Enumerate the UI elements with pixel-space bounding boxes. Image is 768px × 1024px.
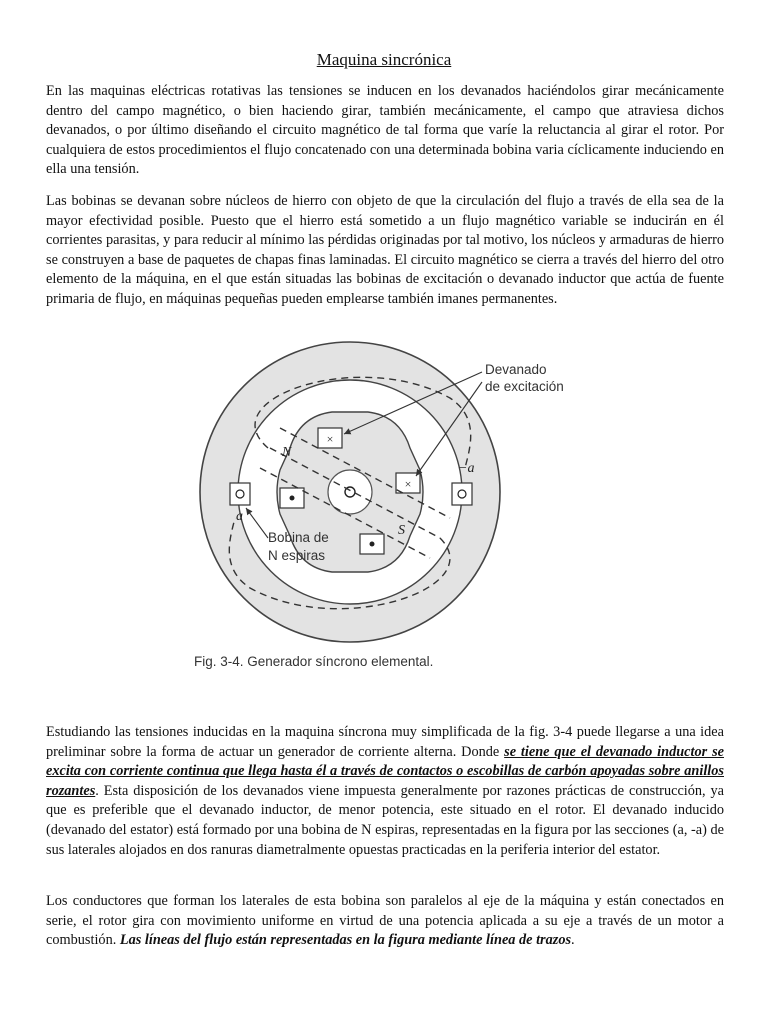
page-title: Maquina sincrónica (316, 50, 452, 69)
paragraph-analysis-text-1: Estudiando las tensiones inducidas en la maquina síncrona muy simplificada de la fig. 3-4 puede llegarse a una idea preliminar sobre la forma de actuar un generador de corriente alterna. Donde (46, 724, 724, 760)
paragraph-analysis-text-2: . Esta disposición de los devanados viene impuesta generalmente por razones prácticas de construcción, ya que es preferible que el devanado inductor, de menor potencia, este situado en el rotor. El devanado inducido (devanado del estator) está formado por una bobina de N espiras, representadas en la figura por las secciones (a, -a) de sus laterales alojados en dos ranuras diametralmente opuestas practicadas en la periferia interior del estator. (46, 782, 724, 858)
svg-text:×: × (404, 477, 412, 491)
generator-diagram (150, 338, 610, 683)
paragraph-coils: Las bobinas se devanan sobre núcleos de hierro con objeto de que la circulación del flujo a través de ella sea de la mayor efectividad posible. Puesto que el hierro está sometido a un flujo magnético variable se inducirán en él corrientes parasitas, y para reducir al mínimo las pérdidas originadas por tal motivo, los núcleos y armaduras de hierro se construyen a base de paquetes de chapas finas laminadas. El circuito magnético se cierra a través del hierro del otro elemento de la máquina, en el que están situadas las bobinas de excitación o devanado inductor que actúa de fuente primaria de flujo, en máquinas pequeñas pueden emplearse también imanes permanentes. (46, 193, 724, 307)
excitation-label-line2: de excitación (485, 379, 564, 394)
coil-label-line2: N espiras (268, 548, 326, 563)
side-a-label: a (236, 509, 243, 524)
pole-south-label: S (398, 523, 405, 538)
pole-north-label: N (282, 445, 292, 460)
slot-minus-a (452, 483, 472, 505)
paragraph-analysis (46, 723, 724, 860)
generator-figure (150, 338, 610, 683)
paragraph-conductors (46, 892, 724, 951)
paragraph-conductors-text-1: Los conductores que forman los laterales de esta bobina son paralelos al eje de la máquina y están conectados en serie, el rotor gira con movimiento uniforme en virtud de una potencia aplicada a su eje a través de un motor a combustión. (46, 893, 724, 949)
side-minus-a-label: −a (458, 461, 475, 476)
paragraph-conductors-emphasis: Las líneas del flujo están representadas en la figura mediante línea de trazos (119, 932, 572, 949)
figure-caption: Fig. 3-4. Generador síncrono elemental. (194, 654, 434, 669)
paragraph-analysis-emphasis: se tiene que el devanado inductor se excita con corriente continua que llega hasta él a través de contactos o escobillas de carbón apoyadas sobre anillos rozantes (46, 743, 724, 799)
paragraph-intro: En las maquinas eléctricas rotativas las tensiones se inducen en los devanados haciéndolos girar mecánicamente dentro del campo magnético, o bien haciendo girar, también mecánicamente, el campo que atraviesa dichos devanados, o por último diseñando el circuito magnético de tal forma que varíe la reluctancia al girar el rotor. Por cualquiera de estos procedimientos el flujo concatenado con una determinada bobina varia cíclicamente induciendo en ella una tensión. (46, 83, 724, 178)
excitation-label-line1: Devanado (485, 362, 547, 377)
coil-label-line1: Bobina de (268, 530, 329, 545)
paragraph-conductors-text-2: . (571, 932, 575, 949)
slot-a (230, 483, 250, 505)
svg-text:×: × (326, 432, 334, 446)
